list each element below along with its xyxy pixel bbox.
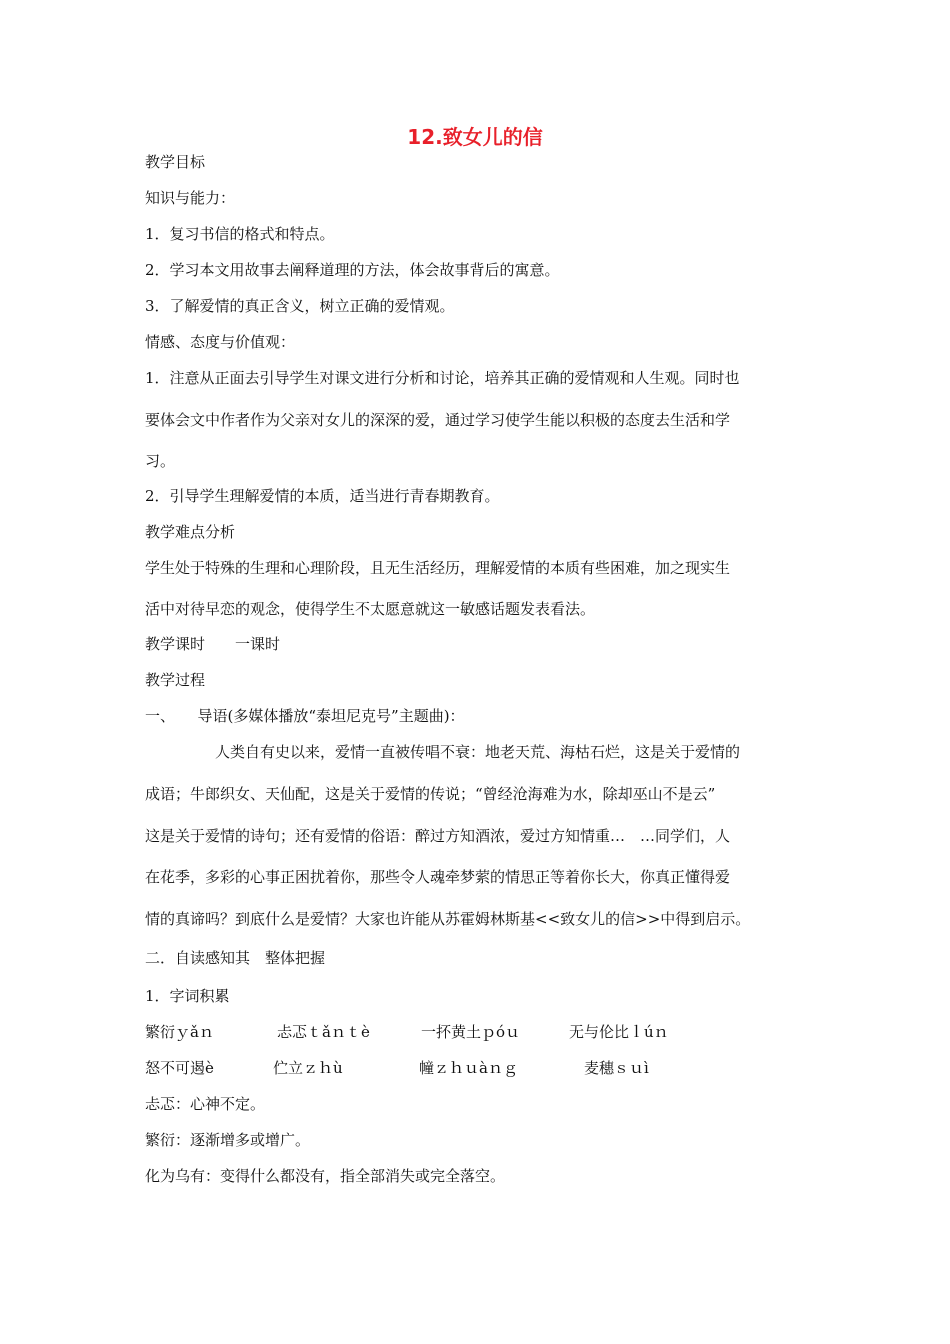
section-reading-heading: 二．自读感知其 整体把握 (145, 949, 326, 967)
paragraph-line: 习。 (145, 452, 176, 470)
pinyin-entry: 一抔黄土ｐóｕ (421, 1023, 521, 1041)
pinyin-entry: 幢ｚｈｕàｎｇ (419, 1059, 518, 1077)
section-intro-heading: 一、 导语(多媒体播放“泰坦尼克号”主题曲)： (145, 707, 465, 725)
subheading-emotion-values: 情感、态度与价值观： (145, 333, 296, 351)
goal-item: 3．了解爱情的真正含义，树立正确的爱情观。 (145, 297, 455, 315)
document-title: 12.致女儿的信 (407, 125, 543, 149)
heading-teaching-goals: 教学目标 (145, 153, 206, 171)
goal-item: 2．学习本文用故事去阐释道理的方法，体会故事背后的寓意。 (145, 261, 560, 279)
pinyin-entry: 繁衍ｙǎｎ (145, 1023, 214, 1041)
paragraph-line: 成语；牛郎织女、天仙配，这是关于爱情的传说；“曾经沧海难为水，除却巫山不是云” (145, 785, 716, 803)
paragraph-line: 学生处于特殊的生理和心理阶段，且无生活经历，理解爱情的本质有些困难，加之现实生 (145, 559, 731, 577)
pinyin-entry: 怒不可遏è (145, 1059, 214, 1077)
subheading-vocabulary: 1．字词积累 (145, 987, 230, 1005)
paragraph-line: 在花季，多彩的心事正困扰着你，那些令人魂牵梦萦的情思正等着你长大，你真正懂得爱 (145, 868, 731, 886)
paragraph-line: 情的真谛吗？到底什么是爱情？大家也许能从苏霍姆林斯基<<致女儿的信>>中得到启示。 (145, 910, 751, 928)
heading-difficulty-analysis: 教学难点分析 (145, 523, 236, 541)
heading-teaching-process: 教学过程 (145, 671, 206, 689)
pinyin-entry: 忐忑ｔǎｎｔè (277, 1023, 370, 1041)
pinyin-entry: 麦穗ｓｕì (584, 1059, 649, 1077)
goal-item: 1．复习书信的格式和特点。 (145, 225, 335, 243)
pinyin-entry: 伫立ｚｈù (273, 1059, 343, 1077)
paragraph-line: 要体会文中作者作为父亲对女儿的深深的爱，通过学习使学生能以积极的态度去生活和学 (145, 411, 731, 429)
subheading-knowledge-ability: 知识与能力： (145, 189, 236, 207)
paragraph-line: 1．注意从正面去引导学生对课文进行分析和讨论，培养其正确的爱情观和人生观。同时也 (145, 369, 740, 387)
definition-line: 忐忑：心神不定。 (145, 1095, 266, 1113)
paragraph-line: 活中对待早恋的观念，使得学生不太愿意就这一敏感话题发表看法。 (145, 600, 596, 618)
pinyin-entry: 无与伦比ｌúｎ (569, 1023, 669, 1041)
heading-class-hours: 教学课时 一课时 (145, 635, 281, 653)
definition-line: 繁衍：逐渐增多或增广。 (145, 1131, 311, 1149)
goal-item: 2．引导学生理解爱情的本质，适当进行青春期教育。 (145, 487, 500, 505)
paragraph-line: 人类自有史以来，爱情一直被传唱不衰：地老天荒、海枯石烂，这是关于爱情的 (215, 743, 741, 761)
definition-line: 化为乌有：变得什么都没有，指全部消失或完全落空。 (145, 1167, 506, 1185)
paragraph-line: 这是关于爱情的诗句；还有爱情的俗语：醉过方知酒浓，爱过方知情重… …同学们，人 (145, 827, 731, 845)
